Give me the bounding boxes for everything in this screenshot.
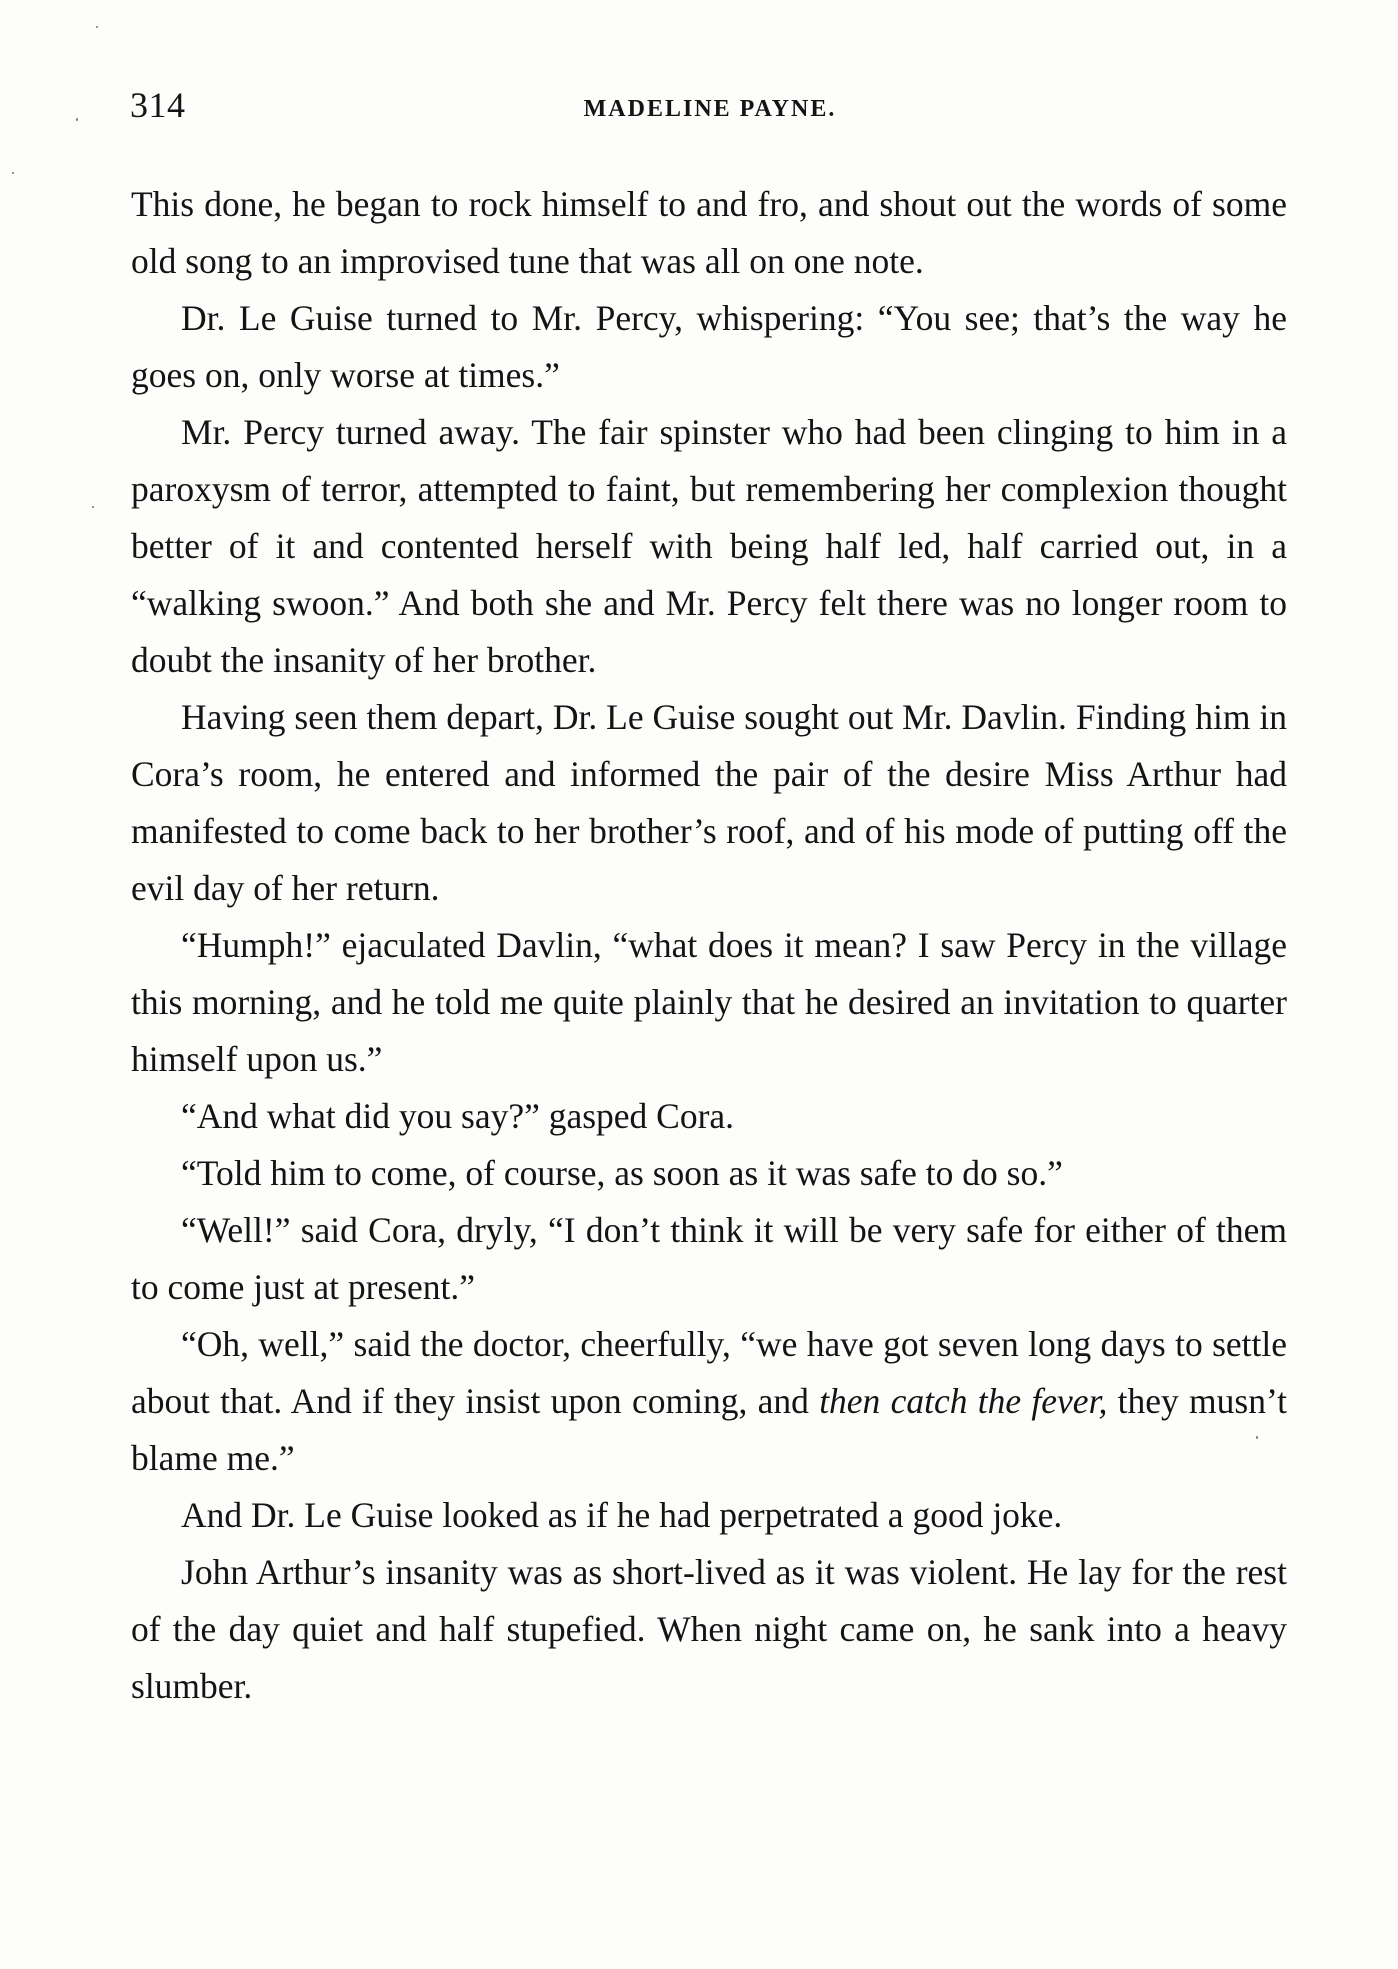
- paragraph: Dr. Le Guise turned to Mr. Percy, whispering: “You see; that’s the way he goes on, only worse at times.”: [131, 298, 1287, 395]
- paragraph-text: they musn’t blame me.”: [131, 1381, 1288, 1478]
- paragraph: “Well!” said Cora, dryly, “I don’t think it will be very safe for either of them to come just at present.”: [131, 1210, 1287, 1307]
- italic-phrase: then catch the fever,: [819, 1381, 1108, 1421]
- paragraph: “Humph!” ejaculated Davlin, “what does it mean? I saw Percy in the village this morning, and he told me quite plainly that he desired an invitation to quarter himself upon us.”: [131, 925, 1287, 1079]
- paragraph: “And what did you say?” gasped Cora.: [181, 1096, 735, 1136]
- paragraph: John Arthur’s insanity was as short-lived as it was violent. He lay for the rest of the day quiet and half stupefied. When night came on, he sank into a heavy slumber.: [131, 1552, 1287, 1706]
- page-number: 314: [130, 85, 186, 125]
- paragraph-text: “Oh, well,” said the doctor, cheerfully, “we have got seven long days to settle about that. And if they insist upon coming, and: [131, 1324, 1287, 1421]
- paragraph: This done, he began to rock himself to and fro, and shout out the words of some old song to an improvised tune that was all on one note.: [131, 184, 1287, 281]
- body-text: [131, 176, 1287, 1715]
- paper-speck: [12, 172, 14, 174]
- paragraph: Mr. Percy turned away. The fair spinster who had been clinging to him in a paroxysm of terror, attempted to faint, but remembering her complexion thought better of it and contented herself with being half led, half carried out, in a “walking swoon.” And both she and Mr. Percy felt there was no longer room to doubt the insanity of her brother.: [131, 412, 1287, 680]
- paper-speck: [96, 26, 98, 28]
- paper-speck: [92, 506, 94, 508]
- paper-speck: [1256, 1436, 1258, 1439]
- paragraph: And Dr. Le Guise looked as if he had perpetrated a good joke.: [181, 1495, 1063, 1535]
- paragraph: “Told him to come, of course, as soon as it was safe to do so.”: [181, 1153, 1063, 1193]
- paragraph-with-italic: [131, 1316, 1287, 1487]
- paper-speck: [76, 118, 78, 121]
- running-head: MADELINE PAYNE.: [583, 96, 837, 122]
- paragraph: Having seen them depart, Dr. Le Guise sought out Mr. Davlin. Finding him in Cora’s room, he entered and informed the pair of the desire Miss Arthur had manifested to come back to her brother’s roof, and of his mode of putting off the evil day of her return.: [131, 697, 1287, 908]
- page-header: [130, 84, 1290, 144]
